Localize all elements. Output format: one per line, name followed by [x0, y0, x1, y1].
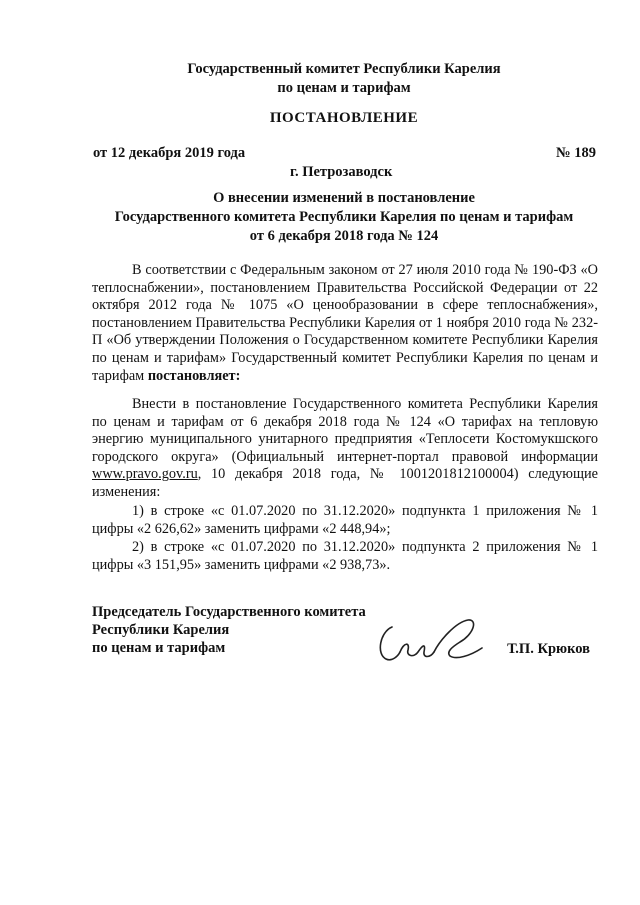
organization-name-line2: по ценам и тарифам	[277, 80, 411, 96]
organization-name-line1: Государственный комитет Республики Карелия	[187, 61, 501, 77]
pravo-link[interactable]: www.pravo.gov.ru	[92, 466, 198, 483]
amendment-item-1: 1) в строке «с 01.07.2020 по 31.12.2020» подпункта 1 приложения № 1 цифры «2 626,62» заменить цифрами «2 448,94»;	[92, 503, 598, 537]
amendment-text-after: , 10 декабря 2018 года, № 1001201812100004) следующие изменения:	[92, 466, 598, 500]
document-date: от 12 декабря 2019 года	[93, 145, 246, 161]
signer-position-line3: по ценам и тарифам	[92, 640, 226, 656]
preamble-text: В соответствии с Федеральным законом от 27 июля 2010 года № 190-ФЗ «О теплоснабжении», постановлением Правительства Российской Федерации от 22 октября 2012 года № 1075 «О ценообразовании в сфере теплоснабжения», постановлением Правительства Республики Карелия от 1 ноября 2010 года № 232-П «Об утверждении Положения о Государственном комитете Республики Карелия по ценам и тарифам» Государственный комитет Республики Карелия по ценам и тарифам	[92, 262, 598, 384]
signer-position-line1: Председатель Государственного комитета	[92, 604, 366, 620]
signer-name: Т.П. Крюков	[507, 641, 590, 657]
document-city: г. Петрозаводск	[290, 164, 393, 180]
handwritten-signature	[370, 612, 490, 667]
amendment-item-2: 2) в строке «с 01.07.2020 по 31.12.2020» подпункта 2 приложения № 1 цифры «3 151,95» заменить цифрами «2 938,73».	[92, 539, 598, 573]
preamble-paragraph	[92, 262, 598, 385]
signer-position-line2: Республики Карелия	[92, 622, 230, 638]
resolves-keyword: постановляет:	[147, 367, 241, 384]
document-title-line3: от 6 декабря 2018 года № 124	[249, 228, 439, 244]
document-number: № 189	[556, 145, 596, 161]
document-title-line1: О внесении изменений в постановление	[213, 190, 475, 206]
document-type: ПОСТАНОВЛЕНИЕ	[269, 110, 419, 126]
amendment-text-before: Внести в постановление Государственного комитета Республики Карелия по ценам и тарифам от 6 декабря 2018 года № 124 «О тарифах на тепловую энергию муниципального унитарного предприятия «Теплосети Костомукшского городского округа» (Официальный интернет-портал правовой информации	[92, 396, 598, 465]
amendment-paragraph	[92, 396, 598, 502]
document-title-line2: Государственного комитета Республики Карелия по ценам и тарифам	[114, 209, 574, 225]
